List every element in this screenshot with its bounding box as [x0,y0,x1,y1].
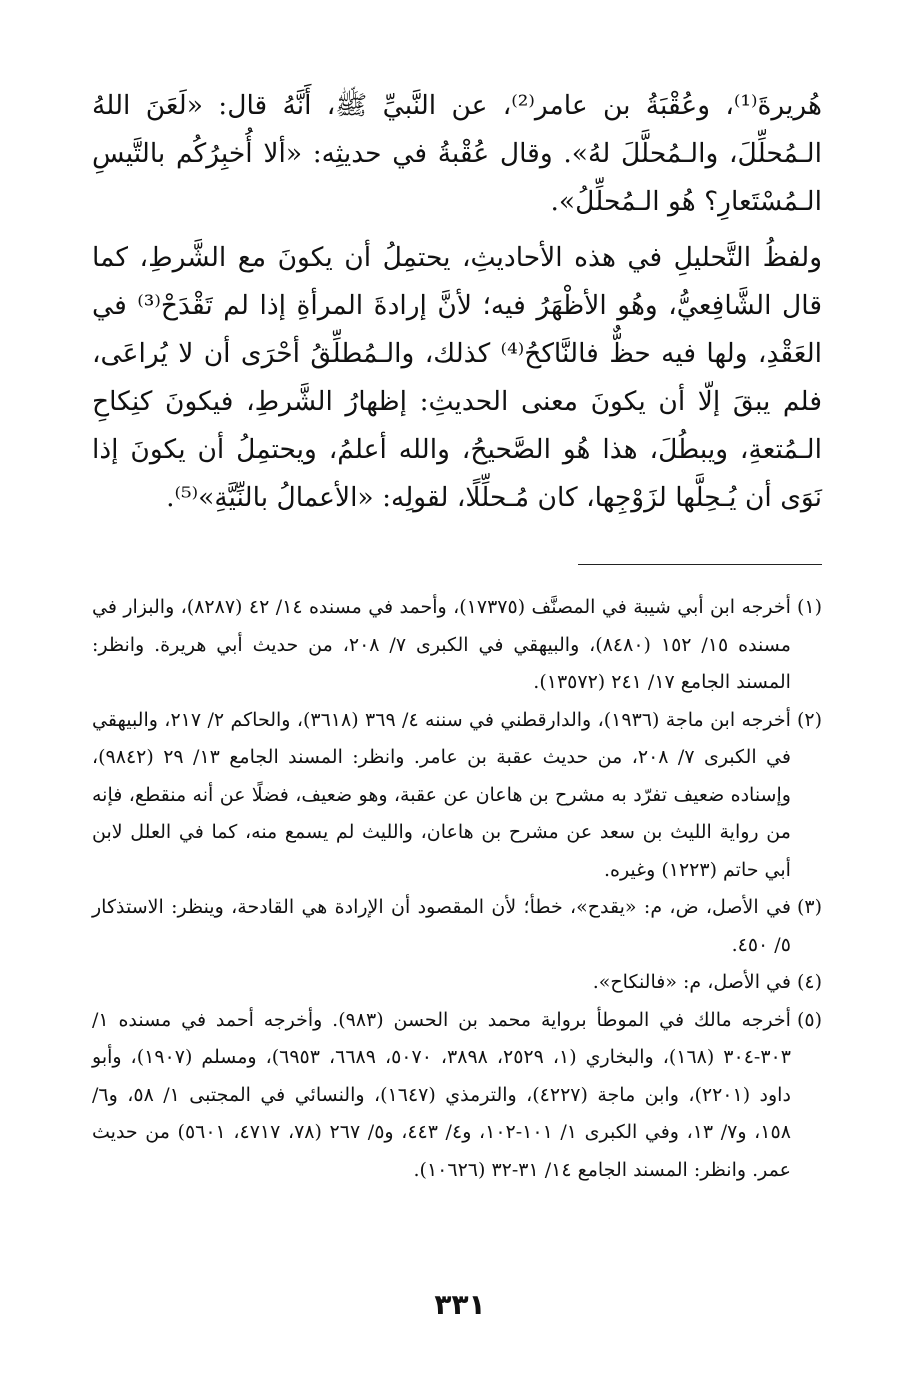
footnote-4 [92,964,822,1002]
footnotes [92,589,822,1189]
footnote-2 [92,702,822,890]
page-number: ٣٣١ [434,1288,486,1321]
footnote-5 [92,1002,822,1190]
footnote-separator [578,564,822,565]
footnote-number: (٤) [796,971,822,993]
footnote-text: أخرجه مالك في الموطأ برواية محمد بن الحسن (٩٨٣). وأخرجه أحمد في مسنده ١/ ٣٠٣-٣٠٤ (١٦٨)، والبخاري (١، ٢٥٢٩، ٣٨٩٨، ٥٠٧٠، ٦٦٨٩، ٦٩٥٣)، ومسلم (١٩٠٧)، وأبو داود (٢٢٠١)، وابن ماجة (٤٢٢٧)، والترمذي (١٦٤٧)، والنسائي في المجتبى ١/ ٥٨، و٦/ ١٥٨، و٧/ ١٣، وفي الكبرى ١/ ١٠١-١٠٢، و٤/ ٤٤٣، و٥/ ٢٦٧ (٧٨، ٤٧١٧، ٥٦٠١) من حديث عمر. وانظر: المسند الجامع ١٤/ ٣١-٣٢ (١٠٦٢٦). [92,1008,791,1181]
paragraph-1: هُريرةَ⁽¹⁾، وعُقْبَةُ بن عامر⁽²⁾، عن النَّبيِّ ﷺ، أَنَّهُ قال: «لَعَنَ اللهُ الـمُحلِّلَ، والـمُحلَّلَ لهُ». وقال عُقْبةُ في حديثِه: «ألا أُخبِرُكُم بالتَّيسِ الـمُسْتَعارِ؟ هُو الـمُحلِّلُ». [92,90,823,217]
footnote-text: في الأصل، ض، م: «يقدح»، خطأ؛ لأن المقصود أن الإرادة هي القادحة، وينظر: الاستذكار ٥/ ٤٥٠. [92,896,791,956]
footnote-number: (٢) [796,708,822,731]
paragraph-2: ولفظُ التَّحليلِ في هذه الأحاديثِ، يحتمِلُ أن يكونَ مع الشَّرطِ، كما قال الشَّافِعيُّ، وهُو الأظْهَرُ فيه؛ لأنَّ إرادةَ المرأةِ إذا لم تَقْدَحْ⁽³⁾ في العَقْدِ، ولها فيه حظٌّ فالنَّاكحُ⁽⁴⁾ كذلك، والـمُطلِّقُ أحْرَى أن لا يُراعَى، فلم يبقَ إلّا أن يكونَ معنى الحديثِ: إظهارُ الشَّرطِ، فيكونَ كنِكاحِ الـمُتعةِ، ويبطُلَ، هذا هُو الصَّحيحُ، والله أعلمُ، ويحتمِلُ أن يكونَ إذا نَوَى أن يُـحِلَّها لزَوْجِها، كان مُـحلِّلًا، لقولِه: «الأعمالُ بالنِّيَّةِ»⁽⁵⁾. [92,242,823,513]
footnote-1 [92,589,822,702]
footnote-3 [92,889,822,964]
footnote-text: أخرجه ابن ماجة (١٩٣٦)، والدارقطني في سننه ٤/ ٣٦٩ (٣٦١٨)، والحاكم ٢/ ٢١٧، والبيهقي في الكبرى ٧/ ٢٠٨، من حديث عقبة بن عامر. وانظر: المسند الجامع ١٣/ ٢٩ (٩٨٤٢)، وإسناده ضعيف تفرّد به مشرح بن هاعان عن عقبة، وهو ضعيف، فضلًا عن أنه منقطع، فإنه من رواية الليث بن سعد عن مشرح بن هاعان، والليث لم يسمع منه، كما في العلل لابن أبي حاتم (١٢٢٣) وغيره. [92,708,791,881]
footnote-text: أخرجه ابن أبي شيبة في المصنَّف (١٧٣٧٥)، وأحمد في مسنده ١٤/ ٤٢ (٨٢٨٧)، والبزار في مسنده ١٥/ ١٥٢ (٨٤٨٠)، والبيهقي في الكبرى ٧/ ٢٠٨، من حديث أبي هريرة. وانظر: المسند الجامع ١٧/ ٢٤١ (١٣٥٧٢). [92,596,791,693]
page-content [92,82,822,1375]
footnote-number: (٥) [796,1008,822,1031]
footnote-number: (٣) [796,896,822,918]
footnote-text: في الأصل، م: «فالنكاح». [592,971,791,993]
footnote-number: (١) [796,596,822,618]
main-text [92,82,822,522]
footnote-separator-wrap [92,522,822,589]
